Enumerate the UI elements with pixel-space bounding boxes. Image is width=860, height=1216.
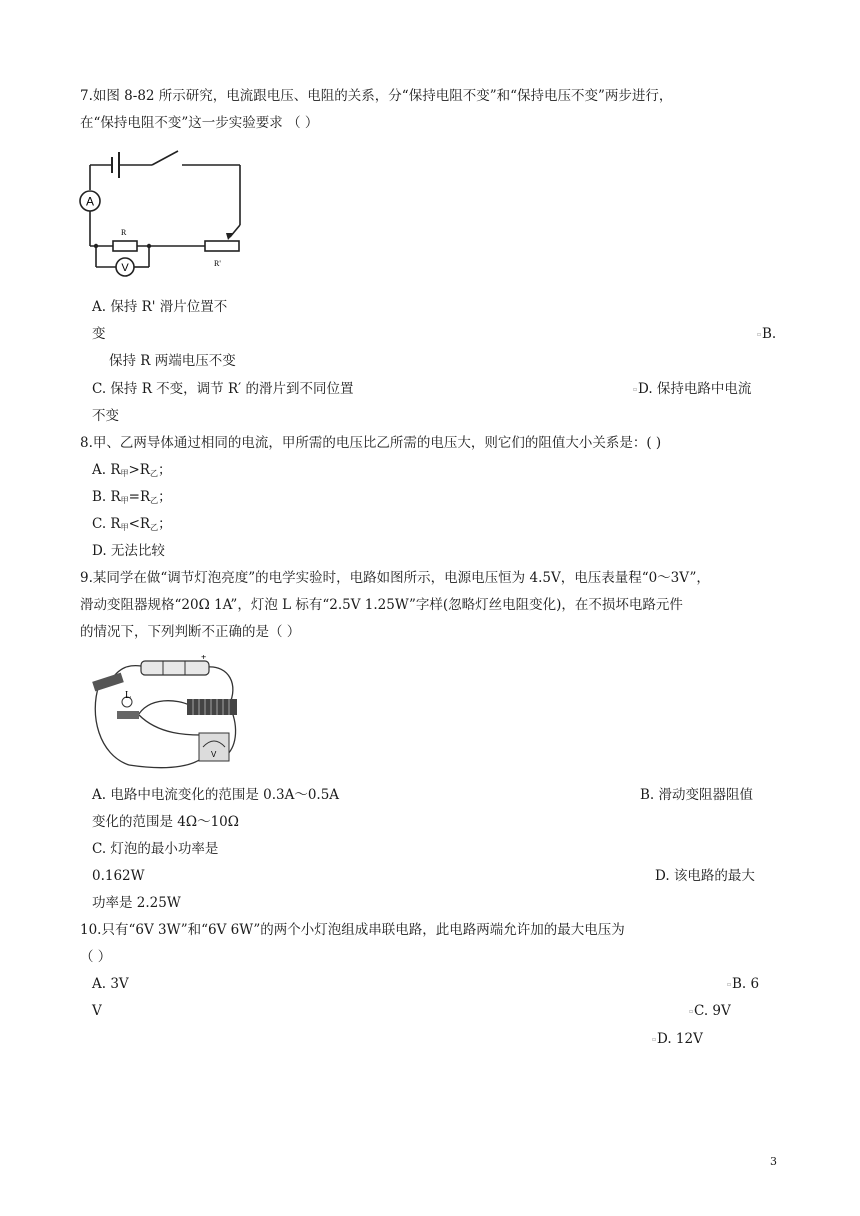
q7-stem-line1: 7.如图 8-82 所示研究，电流跟电压、电阻的关系，分“保持电阻不变”和“保持电压不变”两步进行， <box>80 88 673 104</box>
q8-stem: 8.甲、乙两导体通过相同的电流，甲所需的电压比乙所需的电压大，则它们的阻值大小关系是：( ) <box>80 435 662 451</box>
q8-option-d: D. 无法比较 <box>92 543 165 559</box>
q9-stem-line3: 的情况下，下列判断不正确的是（ ） <box>80 624 301 640</box>
option-mark: ▫ <box>757 331 762 338</box>
q9-option-c: C. 灯泡的最小功率是 <box>92 841 219 857</box>
q9-option-d: D. 该电路的最大 <box>655 868 755 884</box>
q7-option-a-cont: 变 <box>92 326 106 342</box>
q8-option-c: C. $R_甲<R_乙$； <box>92 516 172 532</box>
q8-option-b: B. $R_甲=R_乙$； <box>92 489 172 505</box>
q8-option-a: A. $R_甲>R_乙$； <box>92 462 172 478</box>
q7-option-b: 保持 R 两端电压不变 <box>109 353 236 369</box>
q7-option-d-cont: 不变 <box>92 408 119 424</box>
q9-stem-line2: 滑动变阻器规格“20Ω 1A”，灯泡 L 标有“2.5V 1.25W”字样(忽略灯丝电阻变化)，在不损坏电路元件 <box>80 597 683 613</box>
option-mark: ▫ <box>727 981 732 988</box>
q10-option-b-unit: V <box>92 1003 102 1019</box>
q9-option-b: B. 滑动变阻器阻值 <box>640 787 754 803</box>
q10-option-c: C. 9V <box>694 1003 731 1019</box>
q9-option-c-value: 0.162W <box>92 868 145 884</box>
q7-option-d: D. 保持电路中电流 <box>638 381 752 397</box>
q10-paren: （ ） <box>80 949 112 965</box>
q7-option-b-letter: B. <box>762 326 777 342</box>
q7-option-c: C. 保持 R 不变，调节 R′ 的滑片到不同位置 <box>92 381 354 397</box>
q9-option-b-cont: 变化的范围是 4Ω～10Ω <box>92 814 239 830</box>
option-mark: ▫ <box>633 386 638 393</box>
voltmeter-label: V <box>121 262 129 274</box>
rheostat-label: R' <box>214 259 221 268</box>
q9-circuit-photo <box>89 655 244 773</box>
option-mark: ▫ <box>652 1036 657 1043</box>
battery-plus-label: + <box>201 655 207 662</box>
q9-option-a: A. 电路中电流变化的范围是 0.3A～0.5A <box>92 787 340 803</box>
ammeter-label: A <box>85 194 95 209</box>
q10-option-b: B. 6 <box>732 976 760 992</box>
q9-stem-line1: 9.某同学在做“调节灯泡亮度”的电学实验时，电路如图所示，电源电压恒为 4.5V，电压表量程“0～3V”， <box>80 570 710 586</box>
q7-stem-line2: 在“保持电阻不变”这一步实验要求 （ ） <box>80 115 319 131</box>
meter-label: V <box>211 750 217 759</box>
lamp-label: L <box>125 690 132 701</box>
q7-option-a: A. 保持 R' 滑片位置不 <box>92 299 228 315</box>
page-number: 3 <box>770 1155 777 1168</box>
q9-option-d-cont: 功率是 2.25W <box>92 895 181 911</box>
option-mark: ▫ <box>689 1008 694 1015</box>
resistor-label: R <box>121 228 127 237</box>
q7-circuit-diagram <box>78 145 253 280</box>
q10-option-a: A. 3V <box>92 976 129 992</box>
q10-stem: 10.只有“6V 3W”和“6V 6W”的两个小灯泡组成串联电路，此电路两端允许加的最大电压为 <box>80 922 625 938</box>
q10-option-d: D. 12V <box>657 1031 703 1047</box>
